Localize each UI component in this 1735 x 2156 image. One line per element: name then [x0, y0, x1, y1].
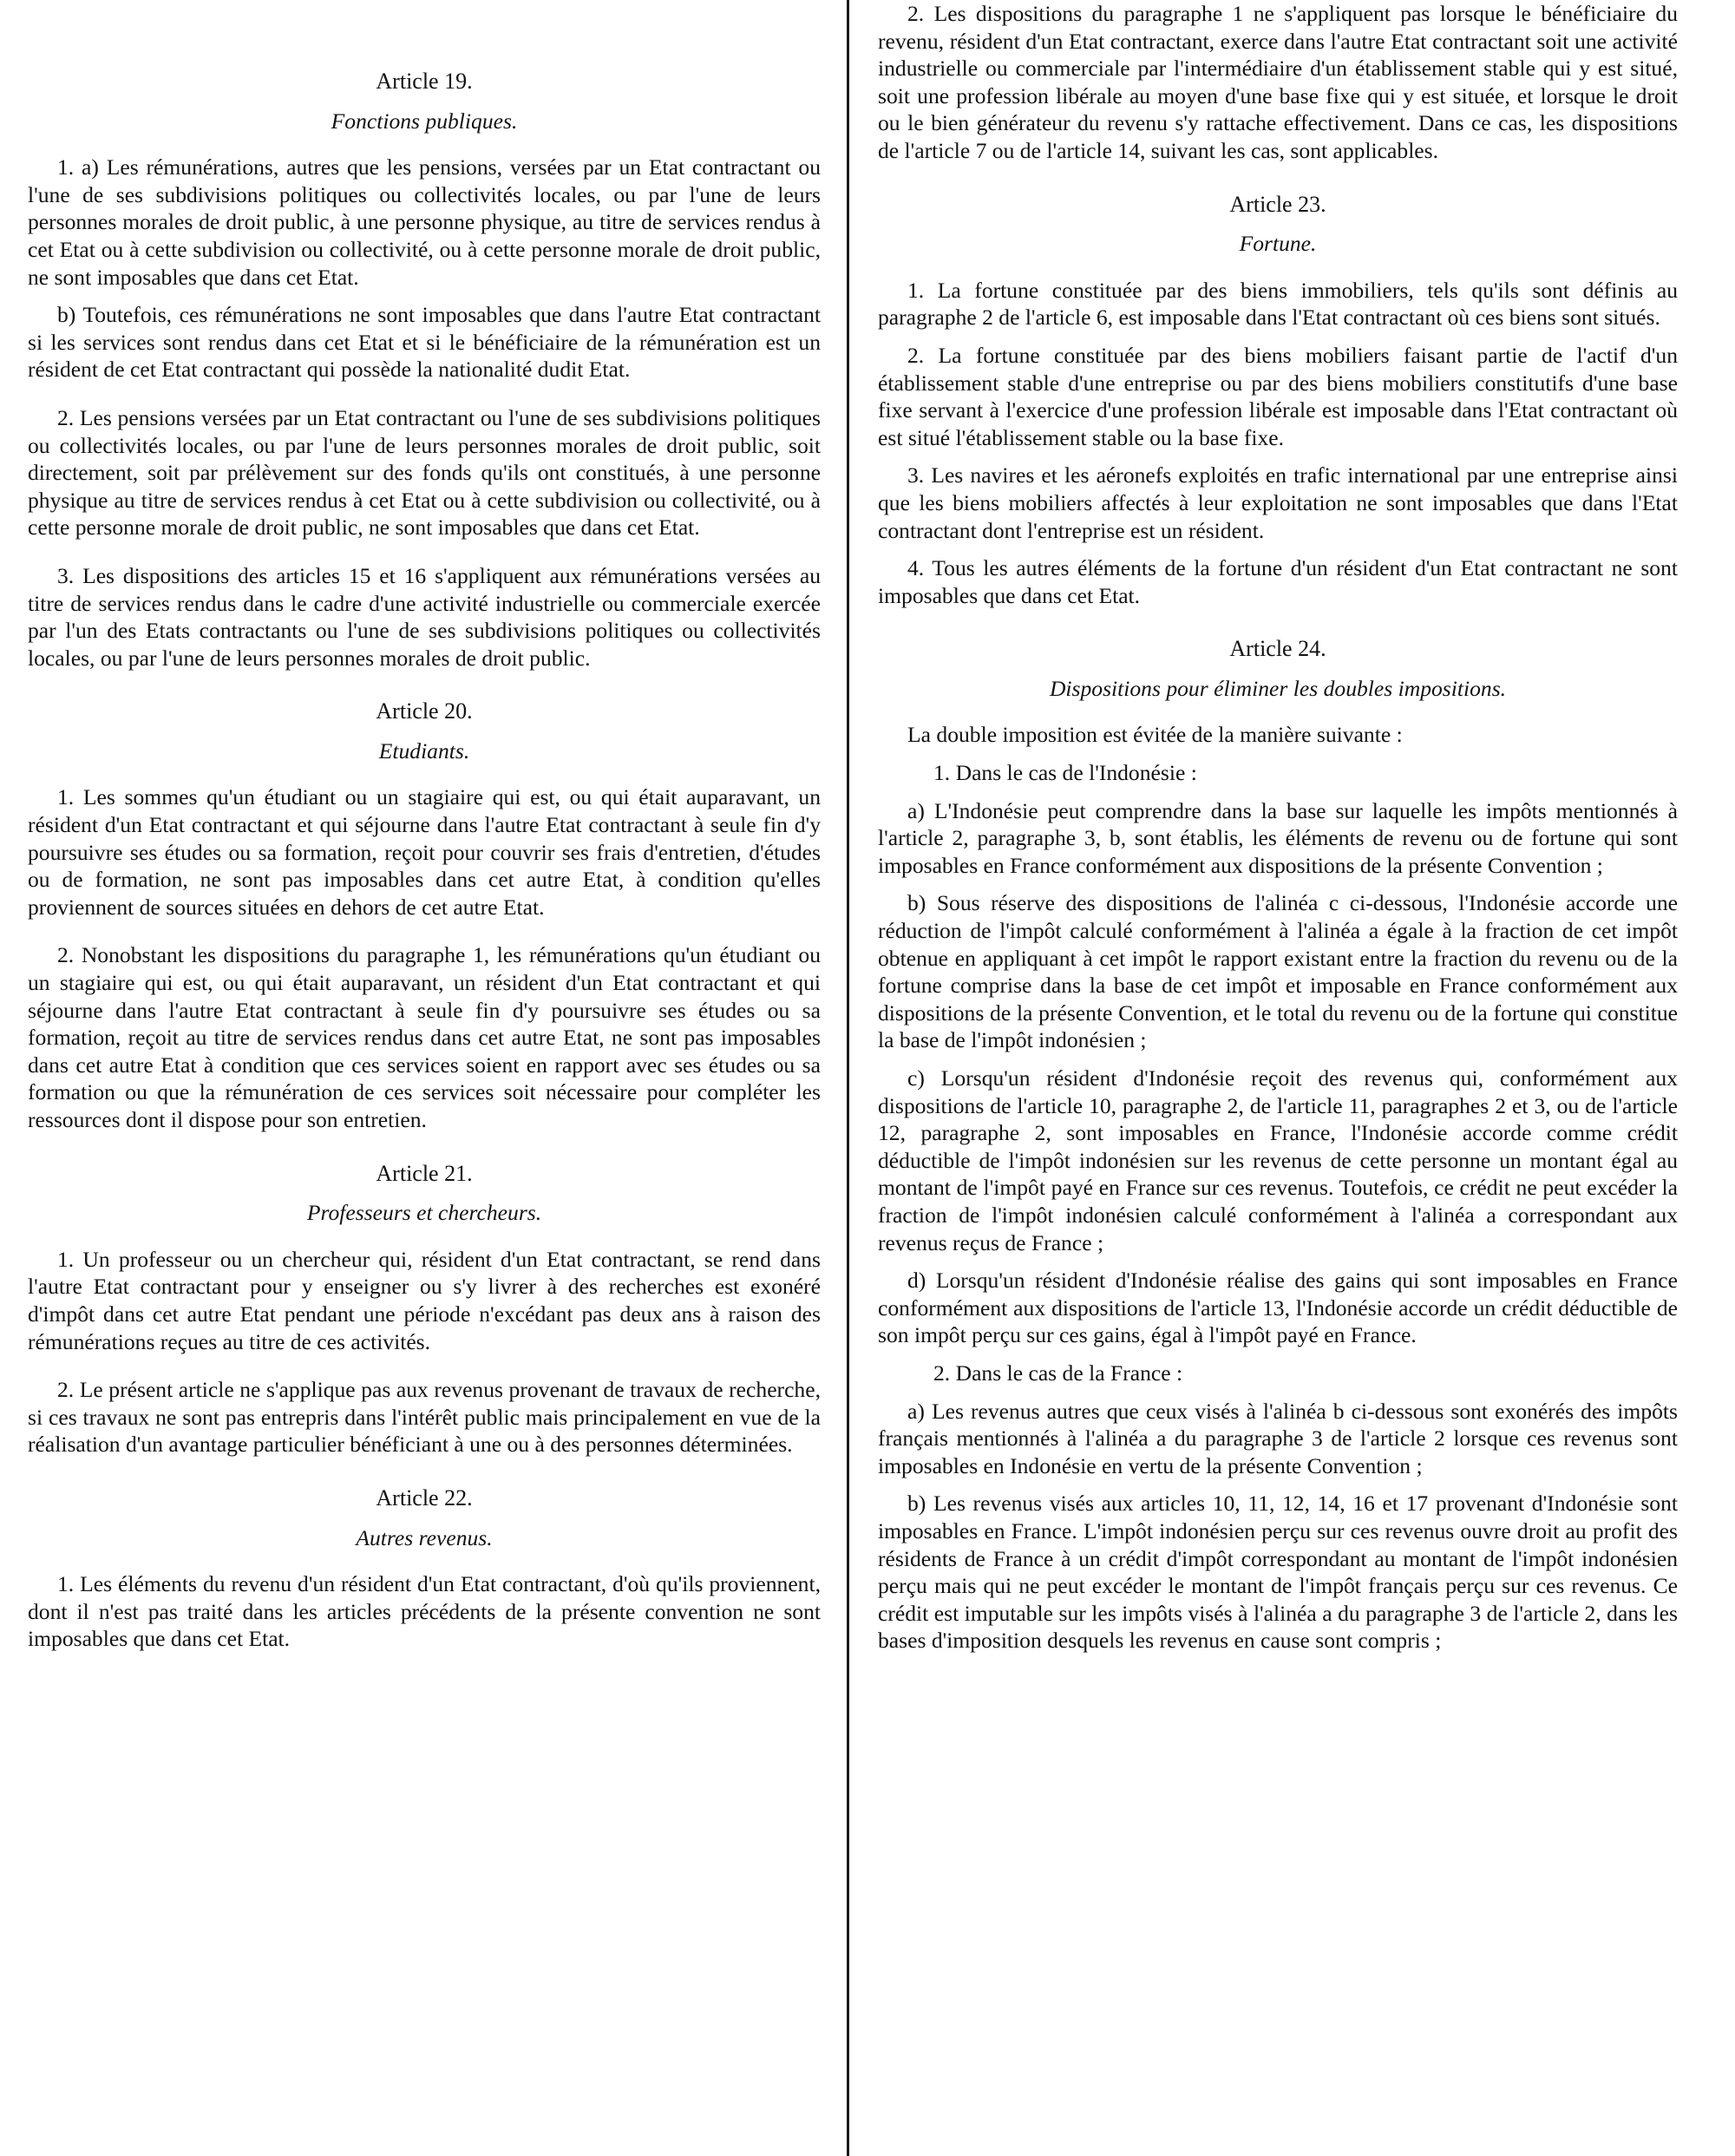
paragraph: 4. Tous les autres éléments de la fortune d'un résident d'un Etat contractant ne sont imposables que dans cet Etat.	[878, 555, 1678, 608]
paragraph: 2. Le présent article ne s'applique pas aux revenus provenant de travaux de recherche, si ces travaux ne sont pas entrepris dans l'intérêt public mais principalement en vue de la réalisation d'un avantage particulier bénéficiant à une ou à des personnes déterminées.	[28, 1377, 821, 1458]
article-title: Article 23.	[1229, 191, 1326, 217]
article-21	[28, 1160, 821, 1458]
article-subtitle: Fonctions publiques.	[331, 108, 518, 134]
article-title: Article 20.	[376, 698, 473, 724]
article-20	[28, 698, 821, 1133]
article-title: Article 21.	[376, 1160, 473, 1186]
paragraph: 2. Nonobstant les dispositions du paragraphe 1, les rémunérations qu'un étudiant ou un stagiaire qui est, ou qui était auparavant, un résident d'un Etat contractant et qui séjourne dans l'autre Etat contractant à seule fin d'y poursuivre ses études ou sa formation, reçoit au titre de services rendus dans cet autre Etat, ne sont pas imposables dans cet autre Etat à condition que ces services soient en rapport avec ses études ou sa formation ou que la rémunération de ces services soit nécessaire pour compléter les ressources dont il dispose pour son entretien.	[28, 942, 821, 1132]
paragraph: b) Sous réserve des dispositions de l'alinéa c ci-dessous, l'Indonésie accorde une réduction de l'impôt calculé conformément à l'alinéa a égale à la fraction de cet impôt obtenue en appliquant à cet impôt le rapport existant entre la fraction du revenu ou de la fortune comprise dans la base de cet impôt et imposable en France conformément aux dispositions de la présente Convention, et le total du revenu ou de la fortune qui constitue la base de l'impôt indonésien ;	[878, 890, 1678, 1053]
paragraph: 3. Les dispositions des articles 15 et 16 s'appliquent aux rémunérations versées au titre de services rendus dans le cadre d'une activité industrielle ou commerciale exercée par l'un des Etats contractants ou l'une de ses subdivisions politiques ou collectivités locales, ou par l'une de leurs personnes morales de droit public.	[28, 562, 821, 671]
paragraph: 2. La fortune constituée par des biens mobiliers faisant partie de l'actif d'un établissement stable d'une entreprise ou par des biens mobiliers constitutifs d'une base fixe servant à l'exercice d'une profession libérale est imposable dans l'Etat contractant où est situé l'établissement stable ou la base fixe.	[878, 342, 1678, 450]
paragraph: 3. Les navires et les aéronefs exploités en trafic international par une entreprise ainsi que les biens mobiliers affectés à leur exploitation ne sont imposables que dans l'Etat contractant dont l'entreprise est un résident.	[878, 462, 1678, 543]
paragraph: 1. Les sommes qu'un étudiant ou un stagiaire qui est, ou qui était auparavant, un résident d'un Etat contractant et qui séjourne dans l'autre Etat contractant à seule fin d'y poursuivre ses études ou sa formation, reçoit pour couvrir ses frais d'entretien, d'études ou de formation, ne sont pas imposables dans cet autre Etat, à condition qu'elles proviennent de sources situées en dehors de cet autre Etat.	[28, 784, 821, 920]
paragraph: b) Les revenus visés aux articles 10, 11, 12, 14, 16 et 17 provenant d'Indonésie sont imposables en France. L'impôt indonésien perçu sur ces revenus ouvre droit au profit des résidents de France à un crédit d'impôt correspondant au montant de l'impôt indonésien perçu mais qui ne peut excéder le montant de l'impôt français perçu sur ces revenus. Ce crédit est imputable sur les impôts visés à l'alinéa a du paragraphe 3 de l'article 2, dans les bases d'imposition desquels les revenus en cause sont compris ;	[878, 1491, 1678, 1654]
paragraph: d) Lorsqu'un résident d'Indonésie réalise des gains qui sont imposables en France conformément aux dispositions de l'article 13, l'Indonésie accorde un crédit déductible de son impôt perçu sur ces gains, égal à l'impôt payé en France.	[878, 1268, 1678, 1348]
column-divider	[847, 0, 849, 2156]
paragraph: La double imposition est évitée de la manière suivante :	[907, 722, 1403, 748]
article-title: Article 19.	[376, 69, 473, 94]
article-23	[878, 191, 1678, 610]
paragraph: 1. Les éléments du revenu d'un résident d'un Etat contractant, d'où qu'ils proviennent, dont il n'est pas traité dans les articles précédents de la présente convention ne sont imposables que dans cet Etat.	[28, 1571, 821, 1652]
article-subtitle: Fortune.	[1239, 231, 1317, 257]
paragraph: 1. La fortune constituée par des biens immobiliers, tels qu'ils sont définis au paragraphe 2 de l'article 6, est imposable dans l'Etat contractant où ces biens sont situés.	[878, 277, 1678, 331]
paragraph: c) Lorsqu'un résident d'Indonésie reçoit des revenus qui, conformément aux dispositions de l'article 10, paragraphe 2, de l'article 11, paragraphes 2 et 3, ou de l'article 12, paragraphe 2, sont imposables en France, l'Indonésie accorde comme crédit déductible de l'impôt indonésien sur les revenus de cette personne un montant égal au montant de l'impôt payé en France sur ces revenus. Toutefois, ce crédit ne peut excéder la fraction de l'impôt indonésien calculé conformément à l'alinéa a correspondant aux revenus reçus de France ;	[878, 1065, 1678, 1255]
right-column	[878, 0, 1678, 2156]
article-subtitle: Etudiants.	[378, 737, 470, 763]
section-heading: 2. Dans le cas de la France :	[933, 1360, 1183, 1386]
paragraph: a) Les revenus autres que ceux visés à l'alinéa b ci-dessous sont exonérés des impôts français mentionnés à l'alinéa a du paragraphe 3 de l'article 2 lorsque ces revenus sont imposables en Indonésie en vertu de la présente Convention ;	[878, 1398, 1678, 1478]
article-title: Article 24.	[1229, 636, 1326, 662]
article-subtitle: Professeurs et chercheurs.	[306, 1200, 542, 1226]
paragraph: b) Toutefois, ces rémunérations ne sont imposables que dans l'autre Etat contractant si les services sont rendus dans cet Etat et si le bénéficiaire de la rémunération est un résident de cet Etat contractant qui possède la nationalité dudit Etat.	[28, 302, 821, 383]
article-19	[28, 0, 821, 672]
left-column	[28, 0, 821, 2156]
paragraph: 1. Un professeur ou un chercheur qui, résident d'un Etat contractant, se rend dans l'autre Etat contractant pour y enseigner ou s'y livrer à des recherches est exonéré d'impôt dans cet autre Etat pendant une période n'excédant pas deux ans à raison des rémunérations reçues au titre de ces activités.	[28, 1246, 821, 1354]
paragraph: 2. Les dispositions du paragraphe 1 ne s'appliquent pas lorsque le bénéficiaire du revenu, résident d'un Etat contractant, exerce dans l'autre Etat contractant soit une activité industrielle ou commerciale par l'intermédiaire d'un établissement stable qui y est situé, soit une profession libérale au moyen d'une base fixe qui y est située, et lorsque le droit ou le bien générateur du revenu s'y rattache effectivement. Dans ce cas, les dispositions de l'article 7 ou de l'article 14, suivant les cas, sont applicables.	[878, 1, 1678, 163]
article-subtitle: Autres revenus.	[356, 1524, 493, 1550]
article-22-continued	[878, 0, 1678, 165]
article-24	[878, 635, 1678, 1655]
section-heading: 1. Dans le cas de l'Indonésie :	[933, 760, 1197, 786]
paragraph: 2. Les pensions versées par un Etat contractant ou l'une de ses subdivisions politiques ou collectivités locales, ou par l'une de leurs personnes morales de droit public, soit directement, soit par prélèvement sur des fonds qu'ils ont constitués, à une personne physique au titre de services rendus à cet Etat ou à cette subdivision ou collectivité, ou à cette personne morale de droit public, ne sont imposables que dans cet Etat.	[28, 404, 821, 541]
article-22	[28, 1484, 821, 1653]
article-subtitle: Dispositions pour éliminer les doubles impositions.	[1049, 675, 1507, 701]
paragraph: 1. a) Les rémunérations, autres que les pensions, versées par un Etat contractant ou l'une de ses subdivisions politiques ou collectivités locales, ou par l'une de leurs personnes morales de droit public, à une personne physique, au titre de services rendus à cet Etat ou à cette subdivision ou collectivité, ou à cette personne morale de droit public, ne sont imposables que dans cet Etat.	[28, 154, 821, 290]
paragraph: a) L'Indonésie peut comprendre dans la base sur laquelle les impôts mentionnés à l'article 2, paragraphe 3, b, sont établis, les éléments de revenu ou de fortune qui sont imposables en France conformément aux dispositions de la présente Convention ;	[878, 797, 1678, 878]
article-title: Article 22.	[376, 1484, 473, 1511]
